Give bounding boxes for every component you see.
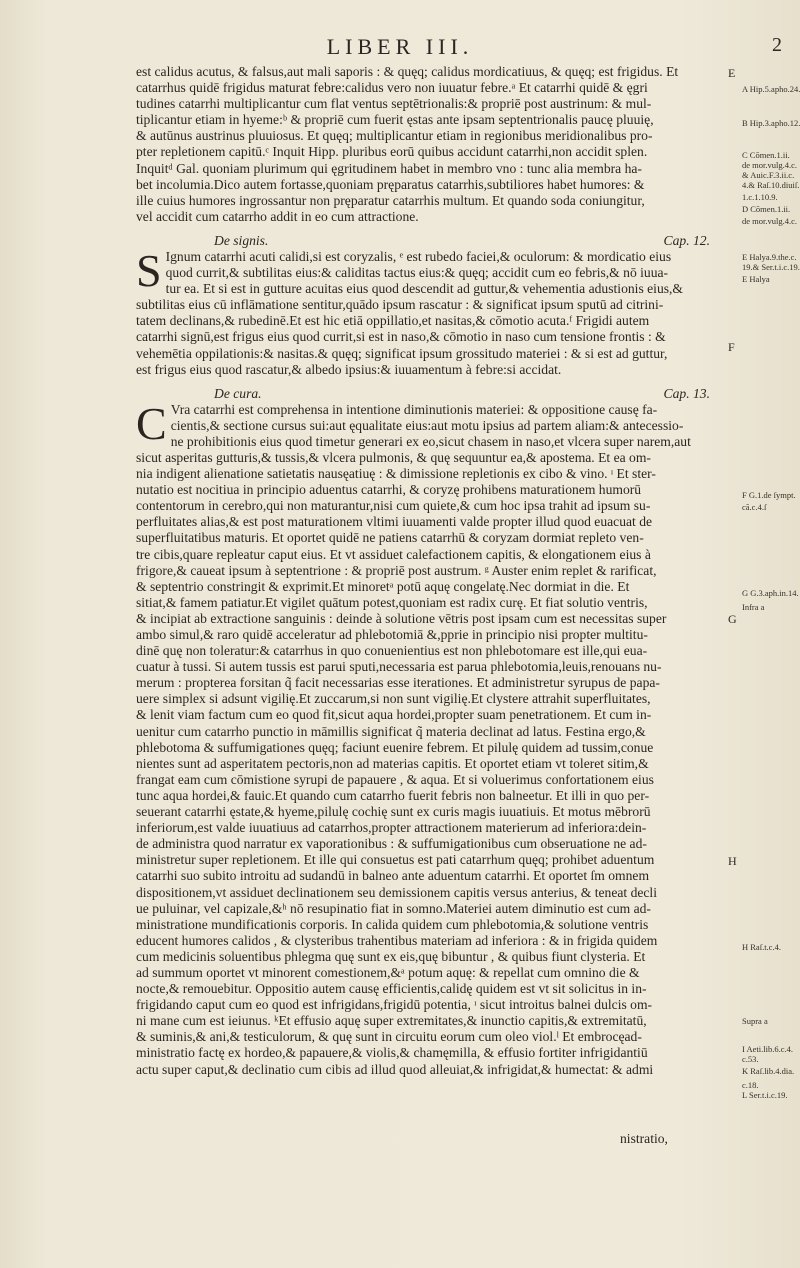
margin-note: H Raſ.t.c.4. xyxy=(742,942,781,952)
section-letter: F xyxy=(728,340,735,354)
margin-note: Supra a xyxy=(742,1016,768,1026)
text-line: educent humores calidos , & clysteribus trahentibus materiam ad inferiora : & in frigida quidem xyxy=(136,932,658,948)
chapter-number: Cap. 13. xyxy=(663,385,710,401)
text-line: ad summum oportet vt minorent comestionem,&ᵃ potum aquę: & repellat cum omnino die & xyxy=(136,964,640,980)
text-line: dinē quę non toleratur:& catarrhus in quo conuenientius est non phlebotomare est ille,qui eua- xyxy=(136,643,648,659)
text-line xyxy=(136,1078,734,1094)
margin-note: G G.3.aph.in.14. xyxy=(742,588,799,598)
margin-note: c.18. xyxy=(742,1080,759,1090)
text-line: subtilitas eius cū inflāmatione sentitur,quādo ipsum rascatur : & significat ipsum sputū ad citrini- xyxy=(136,297,664,313)
text-line: nocte,& remouebitur. Oppositio autem causę efficientis,calidę quidem est vt sit solicitus in in- xyxy=(136,981,647,997)
text-line: de administra quod narratur ex vaporationibus : & suffumigationibus cum obseruatione ne ad- xyxy=(136,836,647,852)
text-line: catarrhus quidē frigidus maturat febre:calidus vero non iuuatur febre.ᵃ Et catarrhi quidē & ęgri xyxy=(136,80,648,96)
margin-note: 19.& Ser.t.i.c.19. xyxy=(742,262,800,272)
text-line: nia indigent alienatione satietatis nausęatiuę : & dimissione repletionis ex cibo & vino. ᶦ Et ster- xyxy=(136,466,656,482)
section-letter: G xyxy=(728,612,737,626)
margin-note: D Cōmen.1.ii. xyxy=(742,204,791,214)
text-line: tatem declinans,& rubedinē.Et est hic etiā oppillatio,et nasitas,& cōmotio acuta.ᶠ Frigidi autem xyxy=(136,313,650,329)
text-line: ministratione mundificationis corporis. In calida quidem cum phlebotomia,& solutione ventris xyxy=(136,916,649,932)
margin-note: 1.c.1.10.9. xyxy=(742,192,778,202)
section-title: De signis. xyxy=(214,232,269,248)
text-line: ue puluinar, vel capizale,&ʰ nō resupinatio fiat in somno.Materiei autem diminutio est cum ad- xyxy=(136,900,651,916)
margin-note: E Halya xyxy=(742,274,770,284)
text-line: Inquitᵈ Gal. quoniam plurimum qui ęgritudinem habet in membro vno : tunc alia membra ha- xyxy=(136,160,642,176)
text-line: Vra catarrhi est comprehensa in intentione diminutionis materiei: & oppositione causę fa- xyxy=(170,401,658,417)
text-line: Ignum catarrhi acuti calidi,si est coryzalis, ᵉ est rubedo faciei,& oculorum: & mordicatio eius xyxy=(165,248,672,264)
text-line: perfluitates alias,& est post maturationem vltimi iuuamenti valde propter illud quod euacuat de xyxy=(136,514,653,530)
text-line: ministretur super repletionem. Et ille qui consuetus est pati catarrhum quęq; prohibet aduentum xyxy=(136,852,655,868)
text-line: tudines catarrhi multiplicantur cum flat ventus septētrionalis:& propriē post austrinum: & mul- xyxy=(136,96,652,112)
drop-cap: S xyxy=(136,244,162,296)
text-line: tunc aqua hordei,& fauic.Et quando cum catarrho fuerit febris non balneetur. Et illi in quo per- xyxy=(136,787,650,803)
text-line: ni mane cum est ieiunus. ᵏEt effusio aquę super extremitates,& inunctio capitis,& extremitatū, xyxy=(136,1013,647,1029)
text-line: pter repletionem capitū.ᶜ Inquit Hipp. pluribus eorū quibus accidunt catarrhi,non accidit splen. xyxy=(136,144,648,160)
text-line: sicut asperitas gutturis,& tussis,& vlcera pulmonis, & quę sequuntur ea,& apostema. Et ea om- xyxy=(136,449,651,465)
text-line: ille cuius humores ingrossantur non pręparatur catarrhis multum. Et quando soda coniungitur, xyxy=(136,192,645,208)
text-line: frangat eam cum cōmistione syrupi de papauere , & aqua. Et si voluerimus confortationem eius xyxy=(136,771,654,787)
text-line: sitiat,& famem patiatur.Et vigilet quātum potest,quoniam est radix curę. Et fiat solutio ventris, xyxy=(136,594,648,610)
running-head xyxy=(0,34,800,60)
section-title: De cura. xyxy=(214,385,262,401)
text-line: inferiorum,est valde iuuatiuus ad catarrhos,propter attractionem materierum ad inferiora:dein- xyxy=(136,820,647,836)
text-line: uenitur cum catarrho punctio in māmillis significat q̃ materia declinat ad latus. Festina ergo,& xyxy=(136,723,646,739)
text-line: cuatur à tussi. Si autem tussis est parui sputi,necessaria est parua phlebotomia,leuis,renouans nu- xyxy=(136,659,662,675)
text-line: nientes sunt ad asperitatem pectoris,non ad materias capitis. Et oportet etiam vt toleret sitim,& xyxy=(136,755,649,771)
text-line: superfluitatibus maturis. Et oportet quidē ne patiens catarrhū & coryzam dormiat repleto ven- xyxy=(136,530,644,546)
section-letter: H xyxy=(728,854,737,868)
margin-note: de mor.vulg.4.c. xyxy=(742,216,798,226)
margin-note: c.53. xyxy=(742,1054,759,1064)
text-line: ambo simul,& raro quidē acceleratur ad phlebotomiā &,pprie in principio nisi propter multitu- xyxy=(136,627,648,642)
text-line: ne prohibitionis eius quod timetur generari ex eo,sicut chasem in naso,et vlcera super narem,aut xyxy=(170,433,691,449)
page-corner-mark: 2 xyxy=(772,34,782,56)
text-line: frigidando caput cum eo quod est infrigidans,frigidū potentia, ᶦ sicut introitus balnei dulcis om- xyxy=(136,997,653,1013)
text-line: & suminis,& ani,& testiculorum, & quę sunt in circuitu eorum cum oleo viol.ˡ Et embrocęad- xyxy=(136,1029,642,1045)
text-line: tre cibis,quare repleatur caput eius. Et vt assiduet calefactionem capitis, & elongationem eius à xyxy=(136,546,651,562)
margin-note: K Raſ.lib.4.dia. xyxy=(742,1066,795,1076)
paragraph-signs xyxy=(136,244,734,378)
text-line: tur ea. Et si est in gutture acuitas eius quod descendit ad guttur,& vehementia adustionis eius,& xyxy=(165,281,684,297)
body-text xyxy=(136,64,734,1094)
text-line: phlebotoma & suffumigationes quęq; faciunt euenire febrem. Et pilulę quidem ad tussim,conue xyxy=(136,739,654,755)
text-line: & lenit viam factum cum eo quod fit,sicut aqua hordei,propter suam penetrationem. Et cum in- xyxy=(136,707,652,723)
text-line: & autūnus austrinus pluuiosus. Et quęq; multiplicantur etiam in regionibus meridionalibus pro- xyxy=(136,128,653,144)
margin-note: B Hip.3.apho.12. xyxy=(742,118,800,128)
paragraph-catarrh-causes xyxy=(136,64,734,225)
margin-note: de mor.vulg.4.c. xyxy=(742,160,798,170)
text-line: tiplicantur etiam in hyeme:ᵇ & propriē cum fuerit ęstas ante ipsam septentrionalis paucę pluuię, xyxy=(136,112,654,128)
chapter-number: Cap. 12. xyxy=(663,232,710,248)
margin-note: C Cōmen.1.ii. xyxy=(742,150,790,160)
text-line: merum : propterea forsitan q̃ facit necessarias esse iterationes. Et administretur syrupus de papa- xyxy=(136,675,660,691)
running-head-title: LIBER III. xyxy=(326,34,474,59)
text-line: bet incolumia.Dico autem fortasse,quoniam pręparatus catarrhis,subtiliores habet humores: & xyxy=(136,176,645,192)
margin-note: I Aeti.lib.6.c.4. xyxy=(742,1044,793,1054)
text-line: cum medicinis soluentibus phlegma quę sunt ex eis,quę bibuntur , & quibus fiunt clysteria. Et xyxy=(136,948,646,964)
text-line: cientis,& sectione cursus sui:aut ęqualitate eius:aut motu ipsius ad partem aliam:& antecessio- xyxy=(170,417,684,433)
section-heading-signs xyxy=(136,225,734,249)
text-line: uere simplex si adsunt vigilię.Et zuccarum,si non sunt vigilię.Et clystere attrahit superfluitates, xyxy=(136,691,651,707)
margin-note: 4.& Raſ.10.diuiſ. xyxy=(742,180,800,190)
drop-cap: C xyxy=(136,397,167,449)
text-line: contentorum in cerebro,qui non maturantur,nisi cum quiete,& cum hoc ipsa trahit ad ipsum su- xyxy=(136,498,651,514)
margin-note: cā.c.4.ſ xyxy=(742,502,767,512)
text-line: & incipiat ab extractione sanguinis : deinde à solutione vētris post ipsam cum est necessitas super xyxy=(136,610,667,626)
text-line: est calidus acutus, & falsus,aut mali saporis : & quęq; calidus mordicatiuus, & quęq; est frigidus. Et xyxy=(136,64,679,79)
margin-note: E Halya.9.the.c. xyxy=(742,252,797,262)
text-line: frigore,& caueat ipsum à septentrione : & propriē post austrum. ᵍ Auster enim replet & rarificat, xyxy=(136,562,657,578)
section-heading-cure xyxy=(136,378,734,402)
margin-note: & Auic.F.3.ii.c. xyxy=(742,170,795,180)
text-line: vehemētia oppilationis:& nasitas.& quęq; significat ipsum grossitudo materiei : & si est ad guttur, xyxy=(136,345,668,361)
catchword: nistratio, xyxy=(620,1131,668,1146)
margin-note: A Hip.5.apho.24. xyxy=(742,84,800,94)
text-line: nutatio est nocitiua in principio aduentus catarrhi, & coryzę prohibens maturationem humorū xyxy=(136,482,642,498)
text-line: catarrhi signū,est frigus eius quod currit,si est in naso,& cōmotio in naso cum tensione frontis : & xyxy=(136,329,666,345)
text-line: vel accidit cum catarrho addit in eo cum attractione. xyxy=(136,208,419,224)
text-line: actu super caput,& declinatio cum cibis ad illud quod alleuiat,& infrigidat,& humectat: & admi xyxy=(136,1061,654,1077)
text-line: seuerant catarrhi ęstate,& hyeme,pilulę cochię sunt ex curis magis iuuatiuis. Et motus mēbrorū xyxy=(136,804,651,820)
margin-note: Infra a xyxy=(742,602,765,612)
margin-note: F G.1.de ſympt. xyxy=(742,490,796,500)
text-line: est frigus eius quod rascatur,& albedo ipsius:& iuuamentum à febre:si accidat. xyxy=(136,361,562,377)
section-letter: E xyxy=(728,66,736,80)
text-line: ministratio factę ex hordeo,& papauere,& violis,& chamęmilla, & effusio fortiter infrigidantiū xyxy=(136,1045,648,1061)
text-line: catarrhi suo subito introitu ad sudandū in balneo ante aduentum catarrhi. Et oportet ſm omnem xyxy=(136,868,650,884)
text-line: quod currit,& subtilitas eius:& caliditas tactus eius:& quęq; accidit cum eo febris,& nō iuua- xyxy=(165,265,669,281)
text-line: dispositionem,vt assiduet declinationem seu demissionem capitis versus anterius, & teneat decli xyxy=(136,884,657,900)
margin-note: L Ser.t.i.c.19. xyxy=(742,1090,788,1100)
paragraph-cure xyxy=(136,397,734,1094)
text-line: & septentrio constringit & exprimit.Et minoretᵃ potū aquę congelatę.Nec dormiat in die. Et xyxy=(136,578,630,594)
